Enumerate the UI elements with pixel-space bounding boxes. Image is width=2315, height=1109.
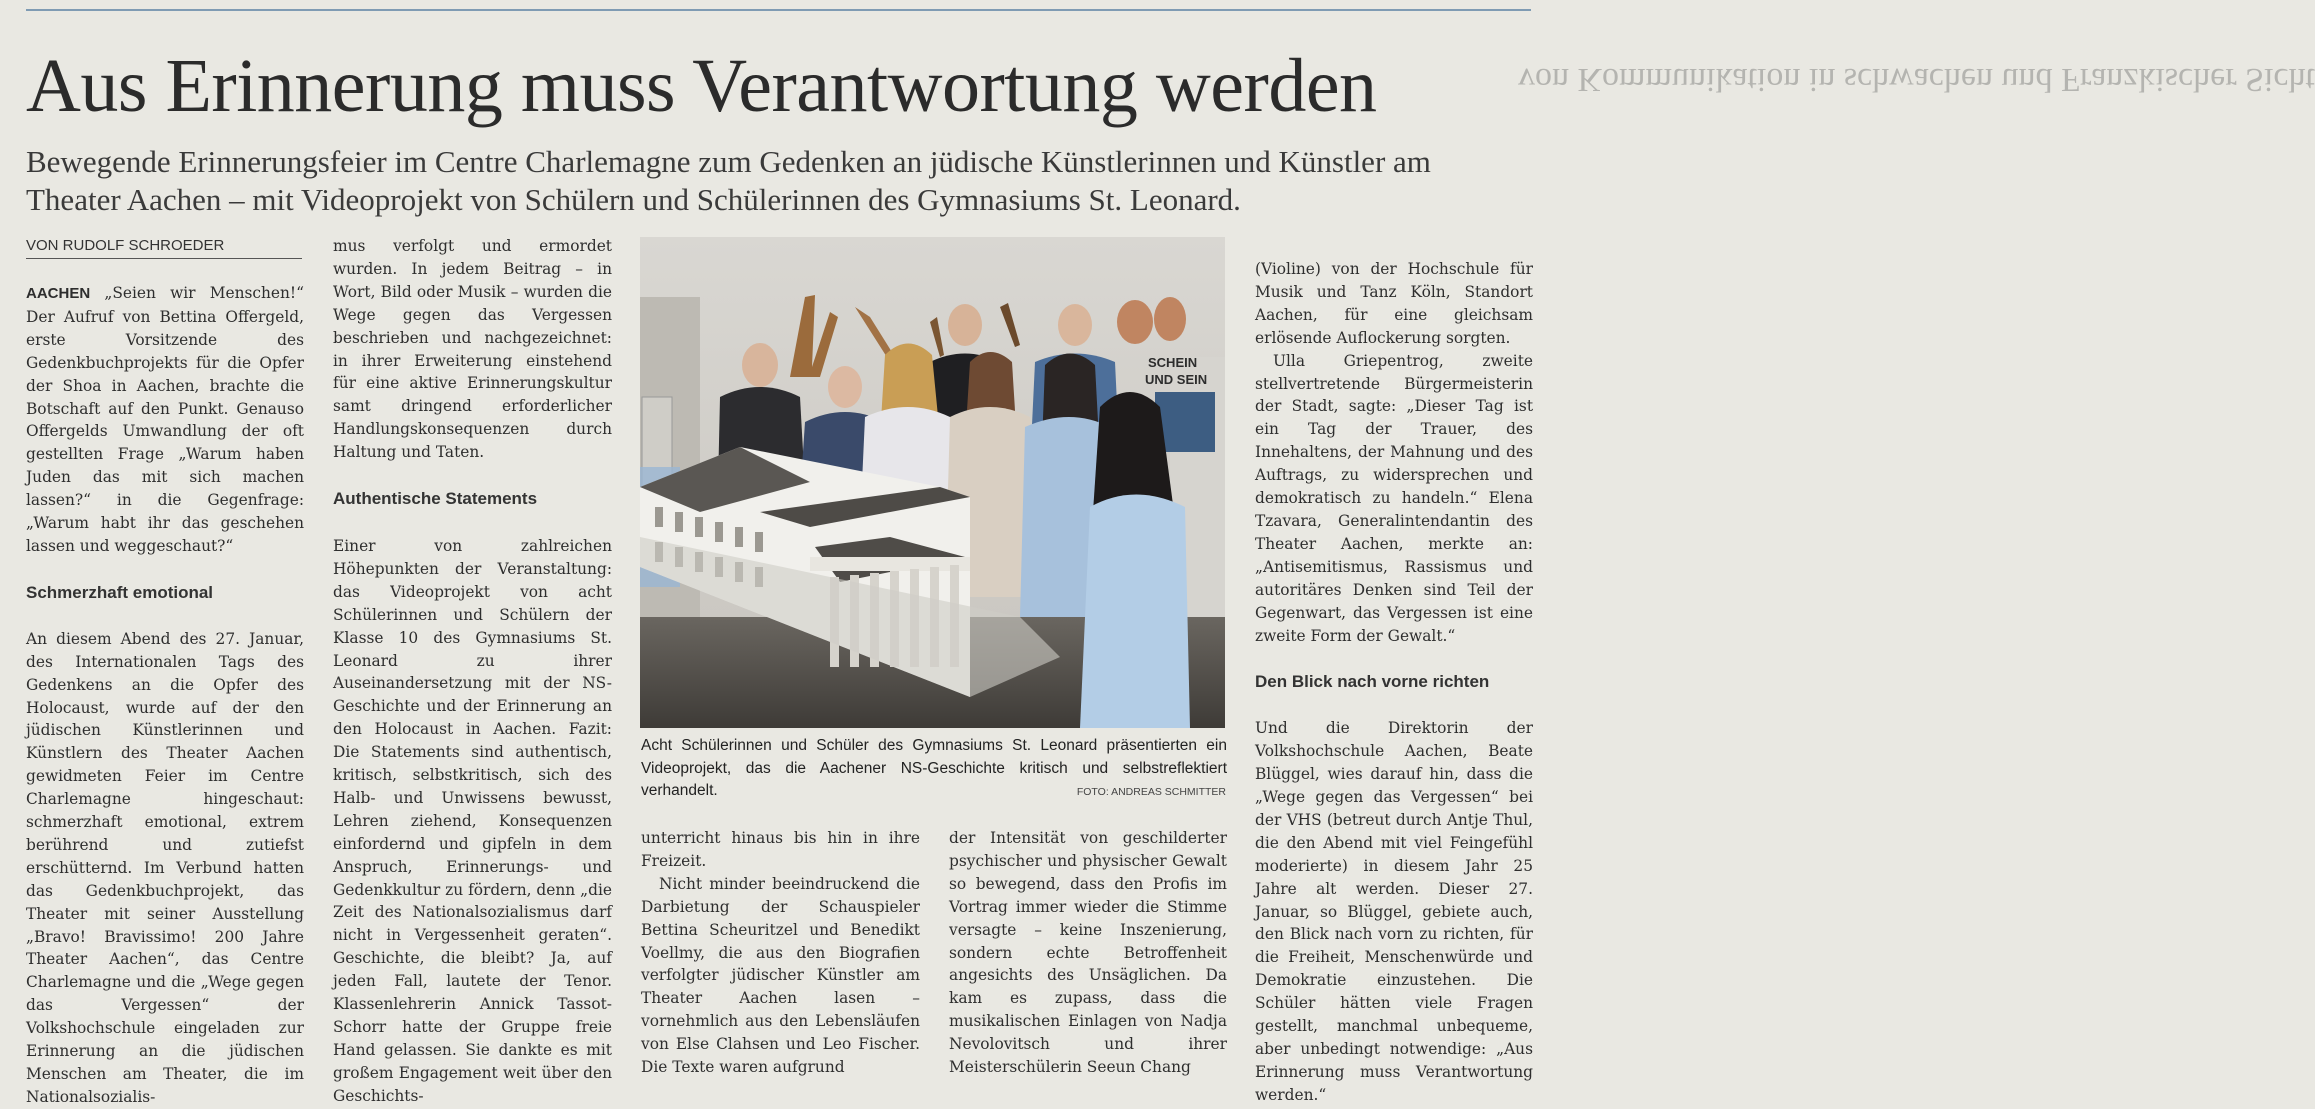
photo-caption: Acht Schülerinnen und Schüler des Gymnasiums St. Leonard präsentierten ein Videoprojekt, das die Aachener NS-Geschichte kritisch und selbstreflektiert verhandelt. <box>641 737 1227 799</box>
col1-paragraph-1 <box>26 282 304 558</box>
photo-sign-line-2: UND SEIN <box>1145 372 1208 387</box>
photo-sign-line-1: SCHEIN <box>1148 355 1198 370</box>
col5-paragraph-2: Ulla Griepentrog, zweite stellvertretende Bürgermeisterin der Stadt, sagte: „Dieser Tag ist ein Tag der Trauer, des Innehaltens, der Mahnung und des Auftrags, zu widersprechen und demokratisch zu handeln.“ Elena Tzavara, Generalintendantin des Theater Aachen, merkte an: „Antisemitismus, Rassismus und autoritäres Denken sind Teil der Gegenwart, das Vergessen ist eine zweite Form der Gewalt.“ <box>1255 351 1533 645</box>
col5-paragraph-1: (Violine) von der Hochschule für Musik und Tanz Köln, Standort Aachen, für eine gleichsam erlösende Auflockerung sorgten. <box>1255 260 1533 347</box>
subheading-authentische: Authentische Statements <box>333 489 538 509</box>
top-rule <box>26 9 1531 11</box>
col1-paragraph-2: An diesem Abend des 27. Januar, des Internationalen Tags des Gedenkens an die Opfer des Holocaust, wurde auf der den jüdischen Künstlerinnen und Künstlern des Theater Aachen gewidmeten Feier im Centre Charlemagne hingeschaut: schmerzhaft emotional, extrem berührend und zutiefst erschütternd. Im Verbund hatten das Gedenkbuchprojekt, das Theater mit seiner Ausstellung „Bravo! Bravissimo! 200 Jahre Theater Aachen“, das Centre Charlemagne und die „Wege gegen das Vergessen“ der Volkshochschule eingeladen zur Erinnerung an die jüdischen Menschen am Theater, die im Nationalsozialis- <box>26 629 304 1106</box>
byline: VON RUDOLF SCHROEDER <box>26 236 302 259</box>
column-5 <box>1255 258 1533 1107</box>
bleed-through-text: von Kommunikation in schwachen und Franzkischer Sicht <box>1518 61 2315 98</box>
dateline: AACHEN <box>26 285 91 302</box>
col4-paragraph-1: der Intensität von geschilderter psychischer und physischer Gewalt so bewegend, dass den Profis im Vortrag immer wieder die Stimme versagte – keine Inszenierung, sondern echte Betroffenheit angesichts des Unsäglichen. Da kam es zupass, dass die musikalischen Einlagen von Nadja Nevolovitsch und ihrer Meisterschülerin Seeun Chang <box>949 829 1227 1077</box>
subheading-blick: Den Blick nach vorne richten <box>1255 672 1490 692</box>
article-subhead: Bewegende Erinnerungsfeier im Centre Charlemagne zum Gedenken an jüdische Künstlerinnen und Künstler am Theater Aachen – mit Videoprojekt von Schülern und Schülerinnen des Gymnasiums St. Leonard. <box>26 144 1431 217</box>
col1-p1-text: „Seien wir Menschen!“ Der Aufruf von Bettina Offergeld, erste Vorsitzende des Gedenkbuchprojekts für die Opfer der Shoa in Aachen, brachte die Botschaft auf den Punkt. Genauso Offergelds Umwandlung der oft gestellten Frage „Warum haben Juden das mit sich machen lassen?“ in die Gegenfrage: „Warum habt ihr das geschehen lassen und weggeschaut?“ <box>26 284 304 555</box>
col2-paragraph-2: Einer von zahlreichen Höhepunkten der Veranstaltung: das Videoprojekt von acht Schülerinnen und Schülern der Klasse 10 des Gymnasiums St. Leonard zu ihrer Auseinandersetzung mit der NS-Geschichte und der Erinnerung an den Holocaust in Aachen. Fazit: Die Statements sind authentisch, kritisch, selbstkritisch, sich des Halb- und Unwissens bewusst, Lehren ziehend, Konsequenzen einfordernd und gipfeln in dem Anspruch, Erinnerungs- und Gedenkkultur zu fördern, denn „die Zeit des Nationalsozialismus darf nicht in Vergessenheit geraten“. Geschichte, die bleibt? Ja, auf jeden Fall, lautete der Tenor. Klassenlehrerin Annick Tassot-Schorr hatte der Gruppe freie Hand gelassen. Sie dankte es mit großem Engagement weit über den Geschichts- <box>333 536 612 1105</box>
article-headline: Aus Erinnerung muss Verantwortung werden <box>26 44 1377 128</box>
subheading-schmerzhaft: Schmerzhaft emotional <box>26 582 214 602</box>
col3-paragraph-1: unterricht hinaus bis hin in ihre Freizeit. <box>641 829 920 870</box>
column-4 <box>949 827 1227 1079</box>
col2-paragraph-1: mus verfolgt und ermordet wurden. In jedem Beitrag – in Wort, Bild oder Musik – wurden die Wege gegen das Vergessen beschrieben und nachgezeichnet: in ihrer Erweiterung einstehend für eine aktive Erinnerungskultur samt dringend erforderlicher Handlungskonsequenzen durch Haltung und Taten. <box>333 237 612 462</box>
article-photo <box>640 237 1225 728</box>
photo-credit: FOTO: ANDREAS SCHMITTER <box>1076 786 1226 798</box>
column-2 <box>333 235 612 1108</box>
col3-paragraph-2: Nicht minder beeindruckend die Darbietung der Schauspieler Bettina Scheuritzel und Benedikt Voellmy, die aus den Biografien verfolgter jüdischer Künstler am Theater Aachen lasen – vornehmlich aus den Lebensläufen von Else Clahsen und Leo Fischer. Die Texte waren aufgrund <box>641 874 920 1077</box>
col5-paragraph-3: Und die Direktorin der Volkshochschule Aachen, Beate Blüggel, wies darauf hin, dass die „Wege gegen das Vergessen“ bei der VHS (betreut durch Antje Thul, die den Abend mit viel Feingefühl moderierte) in diesem Jahr 25 Jahre alt werden. Dieser 27. Januar, so Blüggel, gebiete auch, den Blick nach vorn zu richten, für die Freiheit, Menschenwürde und Demokratie einzustehen. Die Schüler hätten viele Fragen gestellt, manchmal unbequeme, aber unbedingt notwendige: „Aus Erinnerung muss Verantwortung werden.“ <box>1255 719 1533 1104</box>
column-1 <box>26 282 304 1109</box>
column-3 <box>641 827 920 1079</box>
